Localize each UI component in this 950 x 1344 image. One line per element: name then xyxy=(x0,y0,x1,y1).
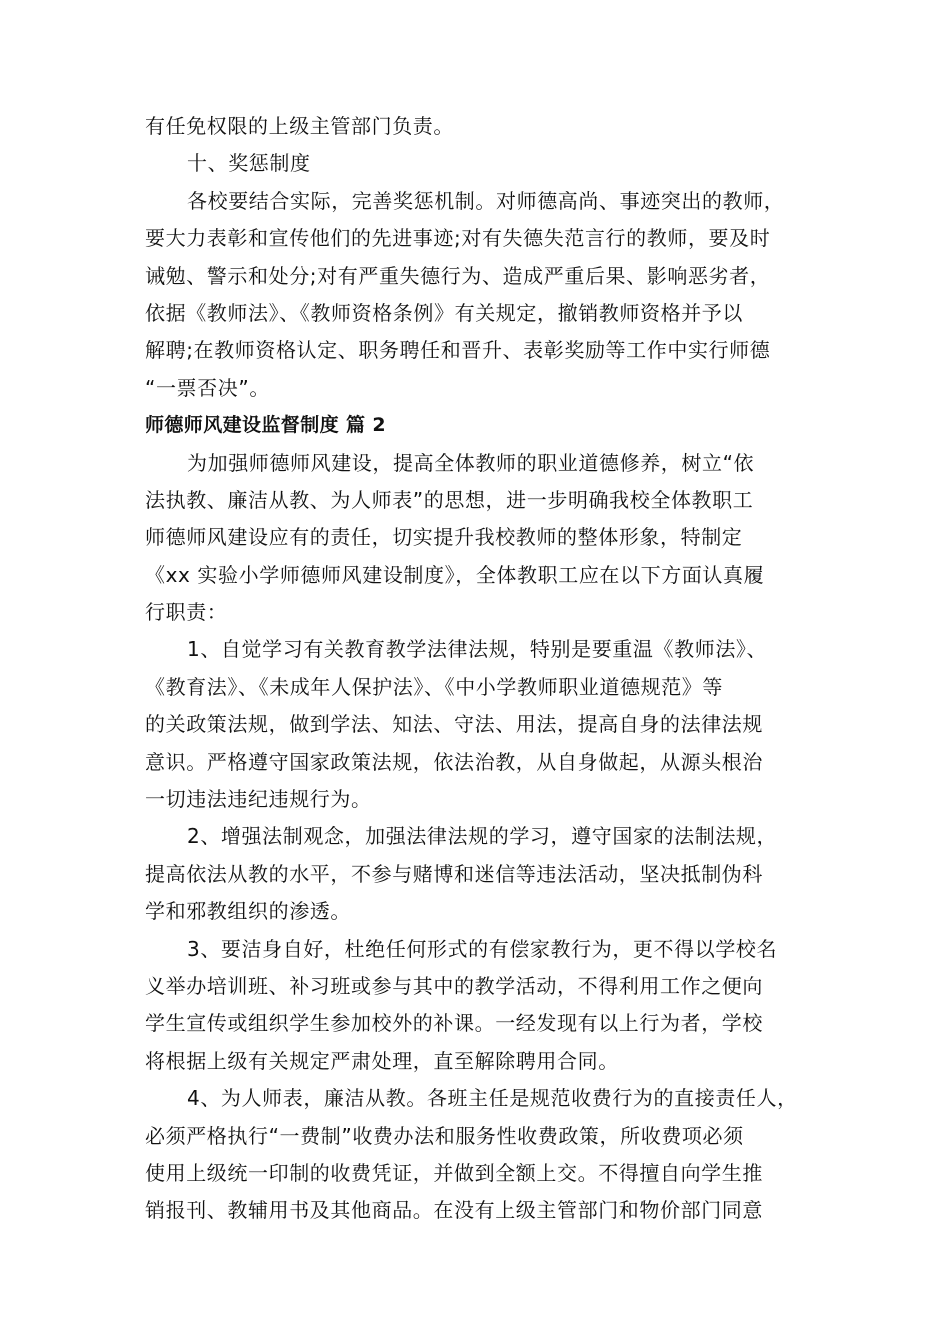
paragraph-line: 法执教、廉洁从教、为人师表”的思想，进一步明确我校全体教职工 xyxy=(145,487,754,512)
document-body xyxy=(145,108,820,1230)
paragraph-line: 解聘;在教师资格认定、职务聘任和晋升、表彰奖励等工作中实行师德 xyxy=(145,338,771,363)
list-item-line: 义举办培训班、补习班或参与其中的教学活动，不得利用工作之便向 xyxy=(145,973,763,998)
paragraph-line: 《xx 实验小学师德师风建设制度》，全体教职工应在以下方面认真履 xyxy=(145,562,765,587)
list-item-line: 《教育法》、《未成年人保护法》、《中小学教师职业道德规范》等 xyxy=(145,674,723,699)
list-item-line: 一切违法违纪违规行为。 xyxy=(145,787,372,812)
list-item-line: 的关政策法规，做到学法、知法、守法、用法，提高自身的法律法规 xyxy=(145,712,763,737)
paragraph-line: 要大力表彰和宣传他们的先进事迹;对有失德失范言行的教师，要及时 xyxy=(145,226,771,251)
list-item-line: 学和邪教组织的渗透。 xyxy=(145,899,351,924)
list-item-line: 2、增强法制观念，加强法律法规的学习，遵守国家的法制法规， xyxy=(187,824,778,849)
list-item-line: 3、要洁身自好，杜绝任何形式的有偿家教行为，更不得以学校名 xyxy=(187,936,778,961)
paragraph-line: 为加强师德师风建设，提高全体教师的职业道德修养，树立“依 xyxy=(187,450,755,475)
list-item-line: 使用上级统一印制的收费凭证，并做到全额上交。不得擅自向学生推 xyxy=(145,1160,763,1185)
paragraph-line: 依据《教师法》、《教师资格条例》有关规定，撤销教师资格并予以 xyxy=(145,300,743,325)
list-item-line: 学生宣传或组织学生参加校外的补课。一经发现有以上行为者，学校 xyxy=(145,1011,763,1036)
section-heading: 十、奖惩制度 xyxy=(187,151,311,176)
list-item-line: 将根据上级有关规定严肃处理，直至解除聘用合同。 xyxy=(145,1048,619,1073)
list-item-line: 必须严格执行“一费制”收费办法和服务性收费政策，所收费项必须 xyxy=(145,1123,744,1148)
paragraph-line: “一票否决”。 xyxy=(145,375,270,400)
paragraph-line: 师德师风建设应有的责任，切实提升我校教师的整体形象，特制定 xyxy=(145,525,743,550)
list-item-line: 意识。严格遵守国家政策法规，依法治教，从自身做起，从源头根治 xyxy=(145,749,763,774)
article-heading: 师德师风建设监督制度 篇 2 xyxy=(145,414,387,437)
list-item-line: 1、自觉学习有关教育教学法律法规，特别是要重温《教师法》、 xyxy=(187,637,768,662)
text-line: 有任免权限的上级主管部门负责。 xyxy=(145,114,454,138)
paragraph-line: 诫勉、警示和处分;对有严重失德行为、造成严重后果、影响恶劣者， xyxy=(145,263,771,288)
list-item-line: 销报刊、教辅用书及其他商品。在没有上级主管部门和物价部门同意 xyxy=(145,1198,763,1223)
list-item-line: 提高依法从教的水平，不参与赌博和迷信等违法活动，坚决抵制伪科 xyxy=(145,861,763,886)
paragraph-line: 行职责： xyxy=(145,600,228,625)
list-item-line: 4、为人师表，廉洁从教。各班主任是规范收费行为的直接责任人， xyxy=(187,1086,798,1111)
paragraph-line: 各校要结合实际，完善奖惩机制。对师德高尚、事迹突出的教师， xyxy=(187,188,785,213)
